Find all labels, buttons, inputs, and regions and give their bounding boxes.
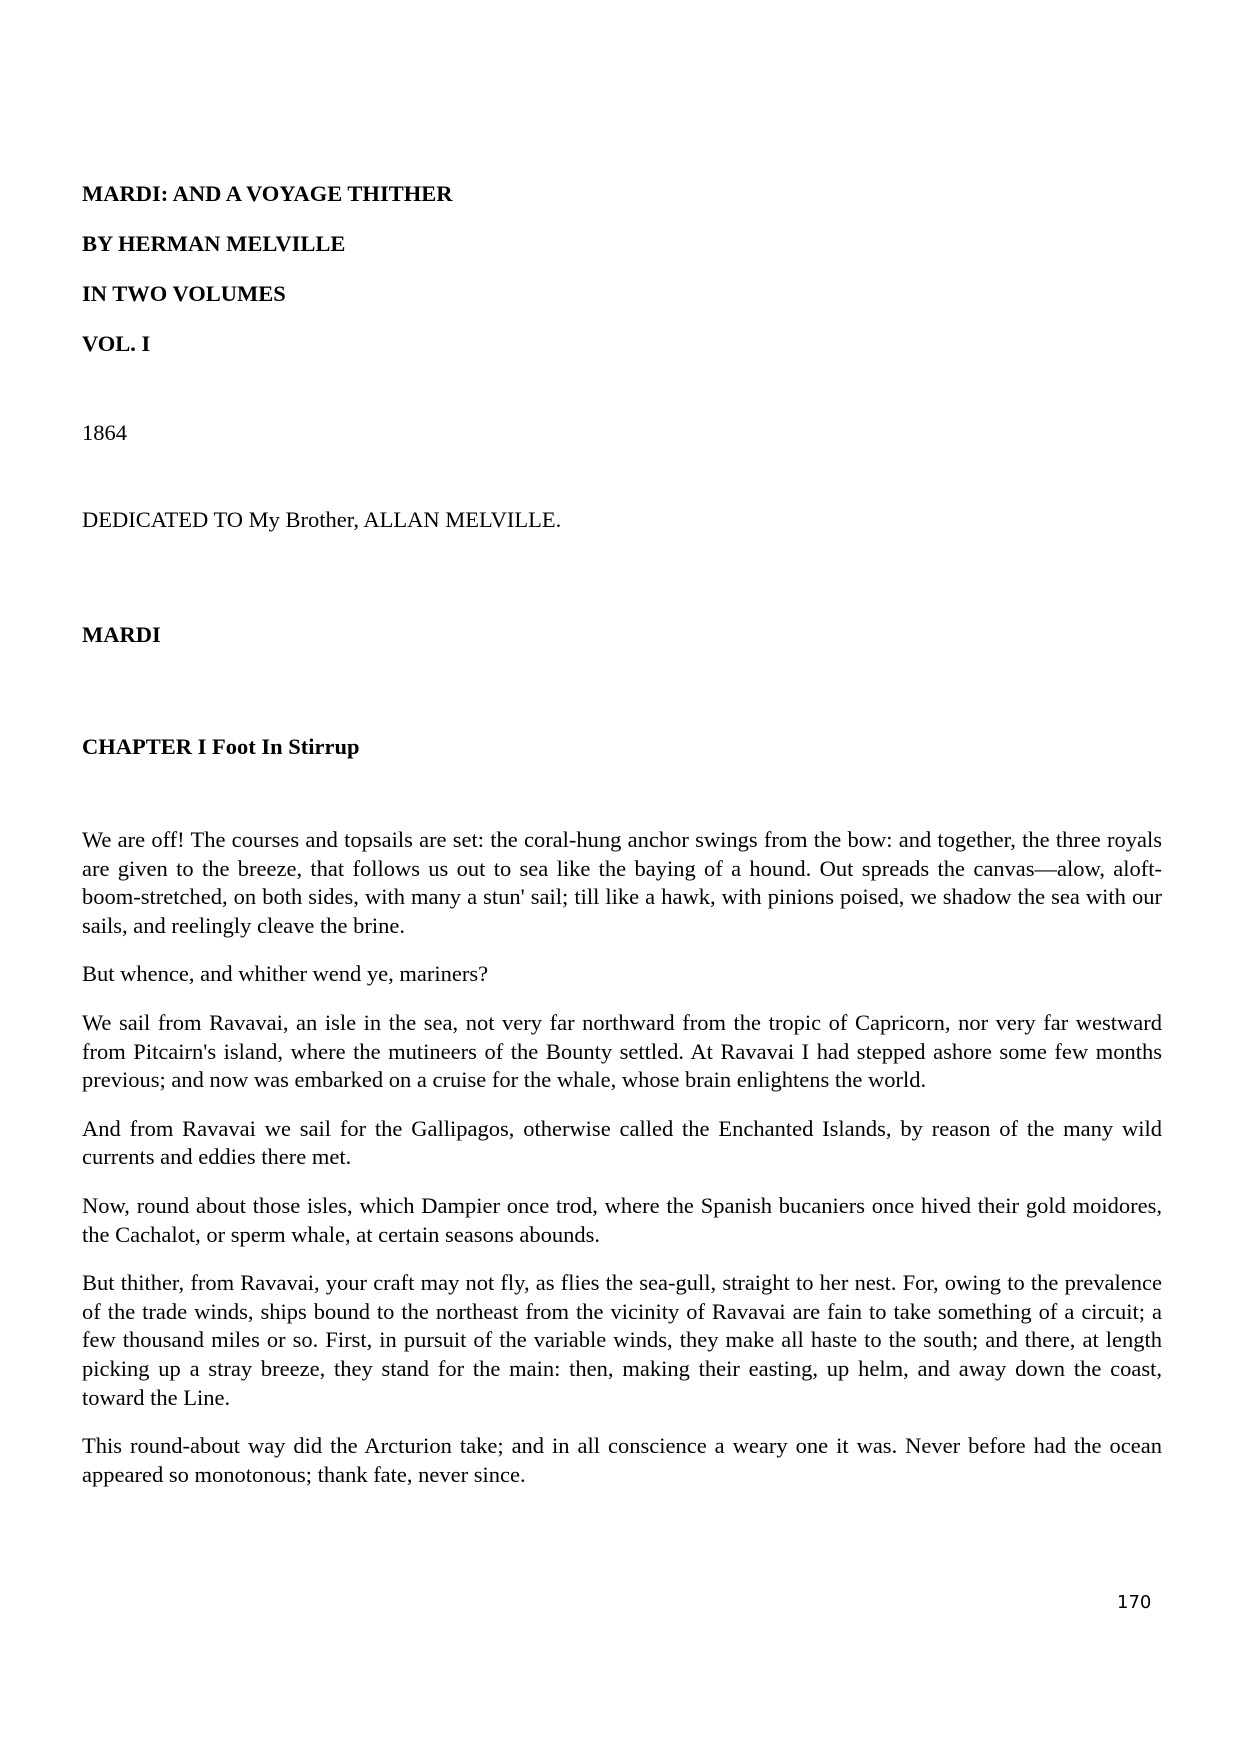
chapter-body: [82, 826, 1162, 1509]
volume-line: VOL. I: [82, 331, 151, 356]
paragraph: And from Ravavai we sail for the Gallipagos, otherwise called the Enchanted Islands, by reason of the many wild currents and eddies there met.: [82, 1115, 1162, 1170]
publication-year: 1864: [82, 420, 127, 445]
dedication: DEDICATED TO My Brother, ALLAN MELVILLE.: [82, 507, 562, 532]
paragraph: But thither, from Ravavai, your craft may not fly, as flies the sea-gull, straight to her nest. For, owing to the prevalence of the trade winds, ships bound to the northeast from the vicinity of Ravavai are fain to take something of a circuit; a few thousand miles or so. First, in pursuit of the variable winds, they make all haste to the south; and there, at length picking up a stray breeze, they stand for the main: then, making their easting, up helm, and away down the coast, toward the Line.: [82, 1270, 1162, 1410]
paragraph: But whence, and whither wend ye, mariners?: [82, 961, 489, 987]
book-title-heading: MARDI: AND A VOYAGE THITHER: [82, 181, 453, 206]
paragraph: Now, round about those isles, which Dampier once trod, where the Spanish bucaniers once hived their gold moidores, the Cachalot, or sperm whale, at certain seasons abounds.: [82, 1192, 1162, 1247]
part-title: MARDI: [82, 622, 161, 647]
page-number: 170: [1117, 1592, 1152, 1613]
paragraph: We are off! The courses and topsails are set: the coral-hung anchor swings from the bow: and together, the three royals are given to the breeze, that follows us out to sea like the baying of a hound. Out spreads the canvas—alow, aloft-boom-stretched, on both sides, with many a stun' sail; till like a hawk, with pinions poised, we shadow the sea with our sails, and reelingly cleave the brine.: [82, 827, 1162, 938]
chapter-heading: CHAPTER I Foot In Stirrup: [82, 734, 360, 759]
volumes-line: IN TWO VOLUMES: [82, 281, 286, 306]
paragraph: This round-about way did the Arcturion take; and in all conscience a weary one it was. Never before had the ocean appeared so monotonous; thank fate, never since.: [82, 1433, 1162, 1487]
author-line: BY HERMAN MELVILLE: [82, 231, 346, 256]
paragraph: We sail from Ravavai, an isle in the sea, not very far northward from the tropic of Capricorn, nor very far westward from Pitcairn's island, where the mutineers of the Bounty settled. At Ravavai I had stepped ashore some few months previous; and now was embarked on a cruise for the whale, whose brain enlightens the world.: [82, 1009, 1162, 1093]
